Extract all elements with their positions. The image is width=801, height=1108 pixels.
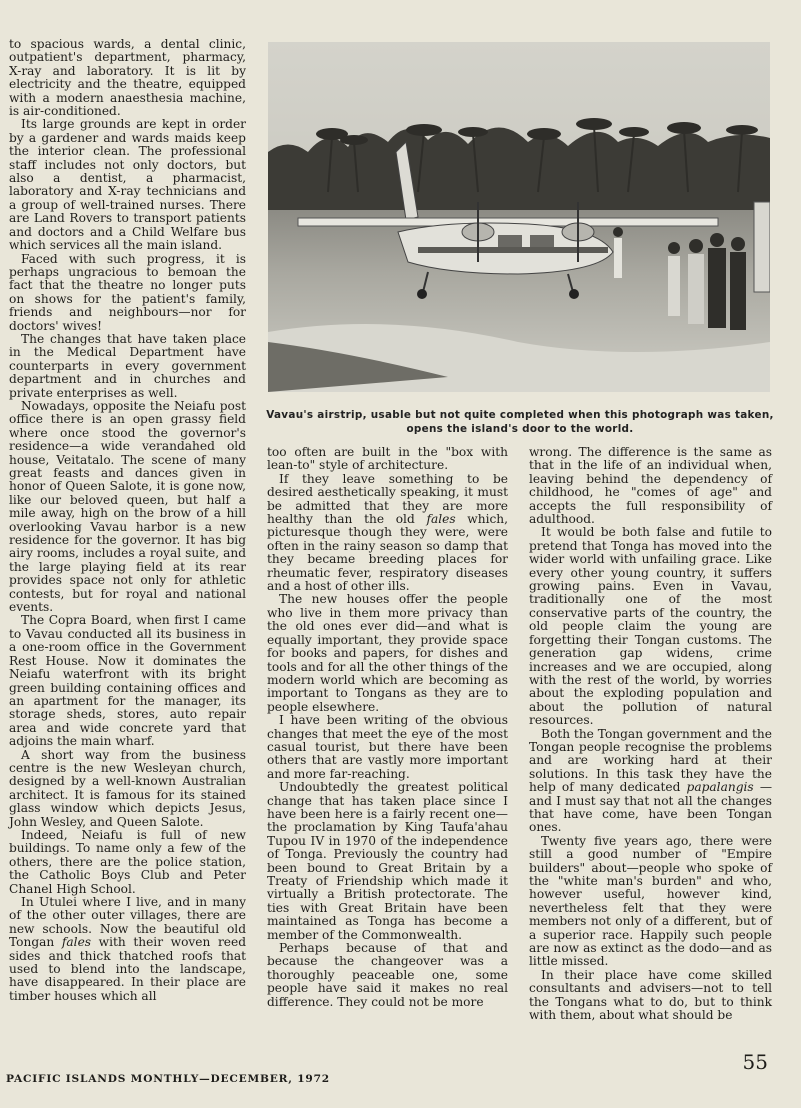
paragraph: Nowadays, opposite the Neiafu post office there is an open grassy field where once stood the governor's residence—a wide verandahed old house, Veitatalo. The scene of many great feasts and dances given in honor of Queen Salote, it is gone now, like our beloved queen, but half a mile away, high on the brow of a hill overlooking Vavau harbor is a new residence for the governor. It has big airy rooms, includes a royal suite, and the large playing field at its rear provides space not only for athletic contests, but for royal and national events. bbox=[9, 398, 246, 615]
paragraph: It would be both false and futile to pretend that Tonga has moved into the wider world with unfailing grace. Like every other young country, it suffers growing pains. Even in Vavau, traditionally one of the most conservative parts of the country, the old people claim the young are forgetting their Tongan customs. The generation gap widens, crime increases and we are occupied, along with the rest of the world, by worries about the exploding population and about the pollution of natural resources. bbox=[529, 525, 772, 728]
paragraph: Twenty five years ago, there were still a good number of "Empire builders" about—people who spoke of the "white man's burden" and who, however useful, however kind, nevertheless felt that they were members not only of a different, but of a superior race. Happily such people are now as extinct as the dodo—and as little missed. bbox=[529, 833, 772, 969]
caption-line-1: Vavau's airstrip, usable but not quite completed when this photograph was taken, bbox=[266, 409, 774, 421]
italic-word: fales bbox=[61, 935, 92, 950]
text-run: In Utulei where I live, and in many of the other outer villages, there are new schools. Now the beautiful old Tongan bbox=[9, 895, 246, 950]
paragraph: In their place have come skilled consultants and advisers—not to tell the Tongans what to do, but to think with them, about what should be bbox=[529, 967, 772, 1023]
column-3 bbox=[529, 446, 772, 1022]
airstrip-photo bbox=[268, 42, 770, 392]
paragraph: Undoubtedly the greatest political change that has taken place since I have been here is a fairly recent one—the proclamation by King Taufa'ahau Tupou IV in 1970 of the independence of Tonga. Previously the country had been bound to Great Britain by a Treaty of Friendship which made it virtually a British protectorate. The ties with Great Britain have been maintained as Tonga has become a member of the Commonwealth. bbox=[267, 780, 508, 942]
paragraph bbox=[9, 896, 246, 1003]
italic-word: papalangis bbox=[686, 780, 754, 795]
paragraph: The changes that have taken place in the Medical Department have counterparts in every government department and in churches and private enterprises as well. bbox=[9, 331, 246, 400]
paragraph: Perhaps because of that and because the changeover was a thoroughly peaceable one, some people have said it makes no real difference. They could not be more bbox=[267, 941, 508, 1009]
text-run: Both the Tongan government and the Tongan people recognise the problems and are working hard at their solutions. In this task they have the help of many dedicated bbox=[529, 726, 772, 795]
column-1 bbox=[9, 38, 246, 1003]
photo-caption bbox=[262, 408, 778, 436]
paragraph: wrong. The difference is the same as that in the life of an individual when, leaving behind the dependency of childhood, he "comes of age" and accepts the full responsibility of adulthood. bbox=[529, 445, 772, 527]
paragraph: I have been writing of the obvious changes that meet the eye of the most casual tourist, but there have been others that are vastly more important and more far-reaching. bbox=[267, 713, 508, 781]
column-2 bbox=[267, 446, 508, 1009]
paragraph: The new houses offer the people who live in them more privacy than the old ones ever did—and what is equally important, they provide space for books and papers, for dishes and tools and for all the other things of the modern world which are becoming as important to Tongans as they are to people elsewhere. bbox=[267, 592, 508, 714]
paragraph bbox=[267, 473, 508, 594]
text-run: — and I must say that not all the changes that have come, have been Tongan ones. bbox=[529, 780, 773, 835]
text-run: which, picturesque though they were, were often in the rainy season so damp that they became breeding places for rheumatic fever, respiratory diseases and a host of other ills. bbox=[267, 512, 509, 594]
paragraph: The Copra Board, when first I came to Vavau conducted all its business in a one-room office in the Government Rest House. Now it dominates the Neiafu waterfront with its bright green building containing offices and an apartment for the manager, its storage sheds, stores, auto repair area and wide concrete yard that adjoins the main wharf. bbox=[9, 613, 246, 749]
publication-footer: PACIFIC ISLANDS MONTHLY—DECEMBER, 1972 bbox=[6, 1073, 330, 1085]
paragraph bbox=[529, 728, 772, 835]
paragraph: Faced with such progress, it is perhaps ungracious to bemoan the fact that the theatre no longer puts on shows for the patient's family, friends and neighbours—nor for doctors' wives! bbox=[9, 251, 246, 333]
text-run: If they leave something to be desired aesthetically speaking, it must be admitted that they are more healthy than the old bbox=[267, 471, 508, 527]
caption-line-2: opens the island's door to the world. bbox=[406, 423, 634, 435]
text-run: with their woven reed sides and thick thatched roofs that used to blend into the landscape, have disappeared. In their place are timber houses which all bbox=[9, 935, 247, 1003]
airstrip-photo-illustration bbox=[268, 42, 770, 392]
page-number: 55 bbox=[742, 1050, 768, 1074]
paragraph: to spacious wards, a dental clinic, outpatient's department, pharmacy, X-ray and laboratory. It is lit by electricity and the theatre, equipped with a modern anaesthesia machine, is air-conditioned. bbox=[9, 37, 246, 119]
paragraph: Its large grounds are kept in order by a gardener and wards maids keep the interior clean. The professional staff includes not only doctors, but also a dentist, a pharmacist, laboratory and X-ray technicians and a group of well-trained nurses. There are Land Rovers to transport patients and doctors and a Child Welfare bus which services all the main island. bbox=[9, 117, 246, 253]
paragraph: A short way from the business centre is the new Wesleyan church, designed by a well-known Australian architect. It is famous for its stained glass window which depicts Jesus, John Wesley, and Queen Salote. bbox=[9, 747, 246, 829]
paragraph: Indeed, Neiafu is full of new buildings. To name only a few of the others, there are the police station, the Catholic Boys Club and Peter Chanel High School. bbox=[9, 827, 246, 896]
paragraph: too often are built in the "box with lean-to" style of architecture. bbox=[267, 445, 508, 473]
italic-word: fales bbox=[426, 512, 456, 527]
